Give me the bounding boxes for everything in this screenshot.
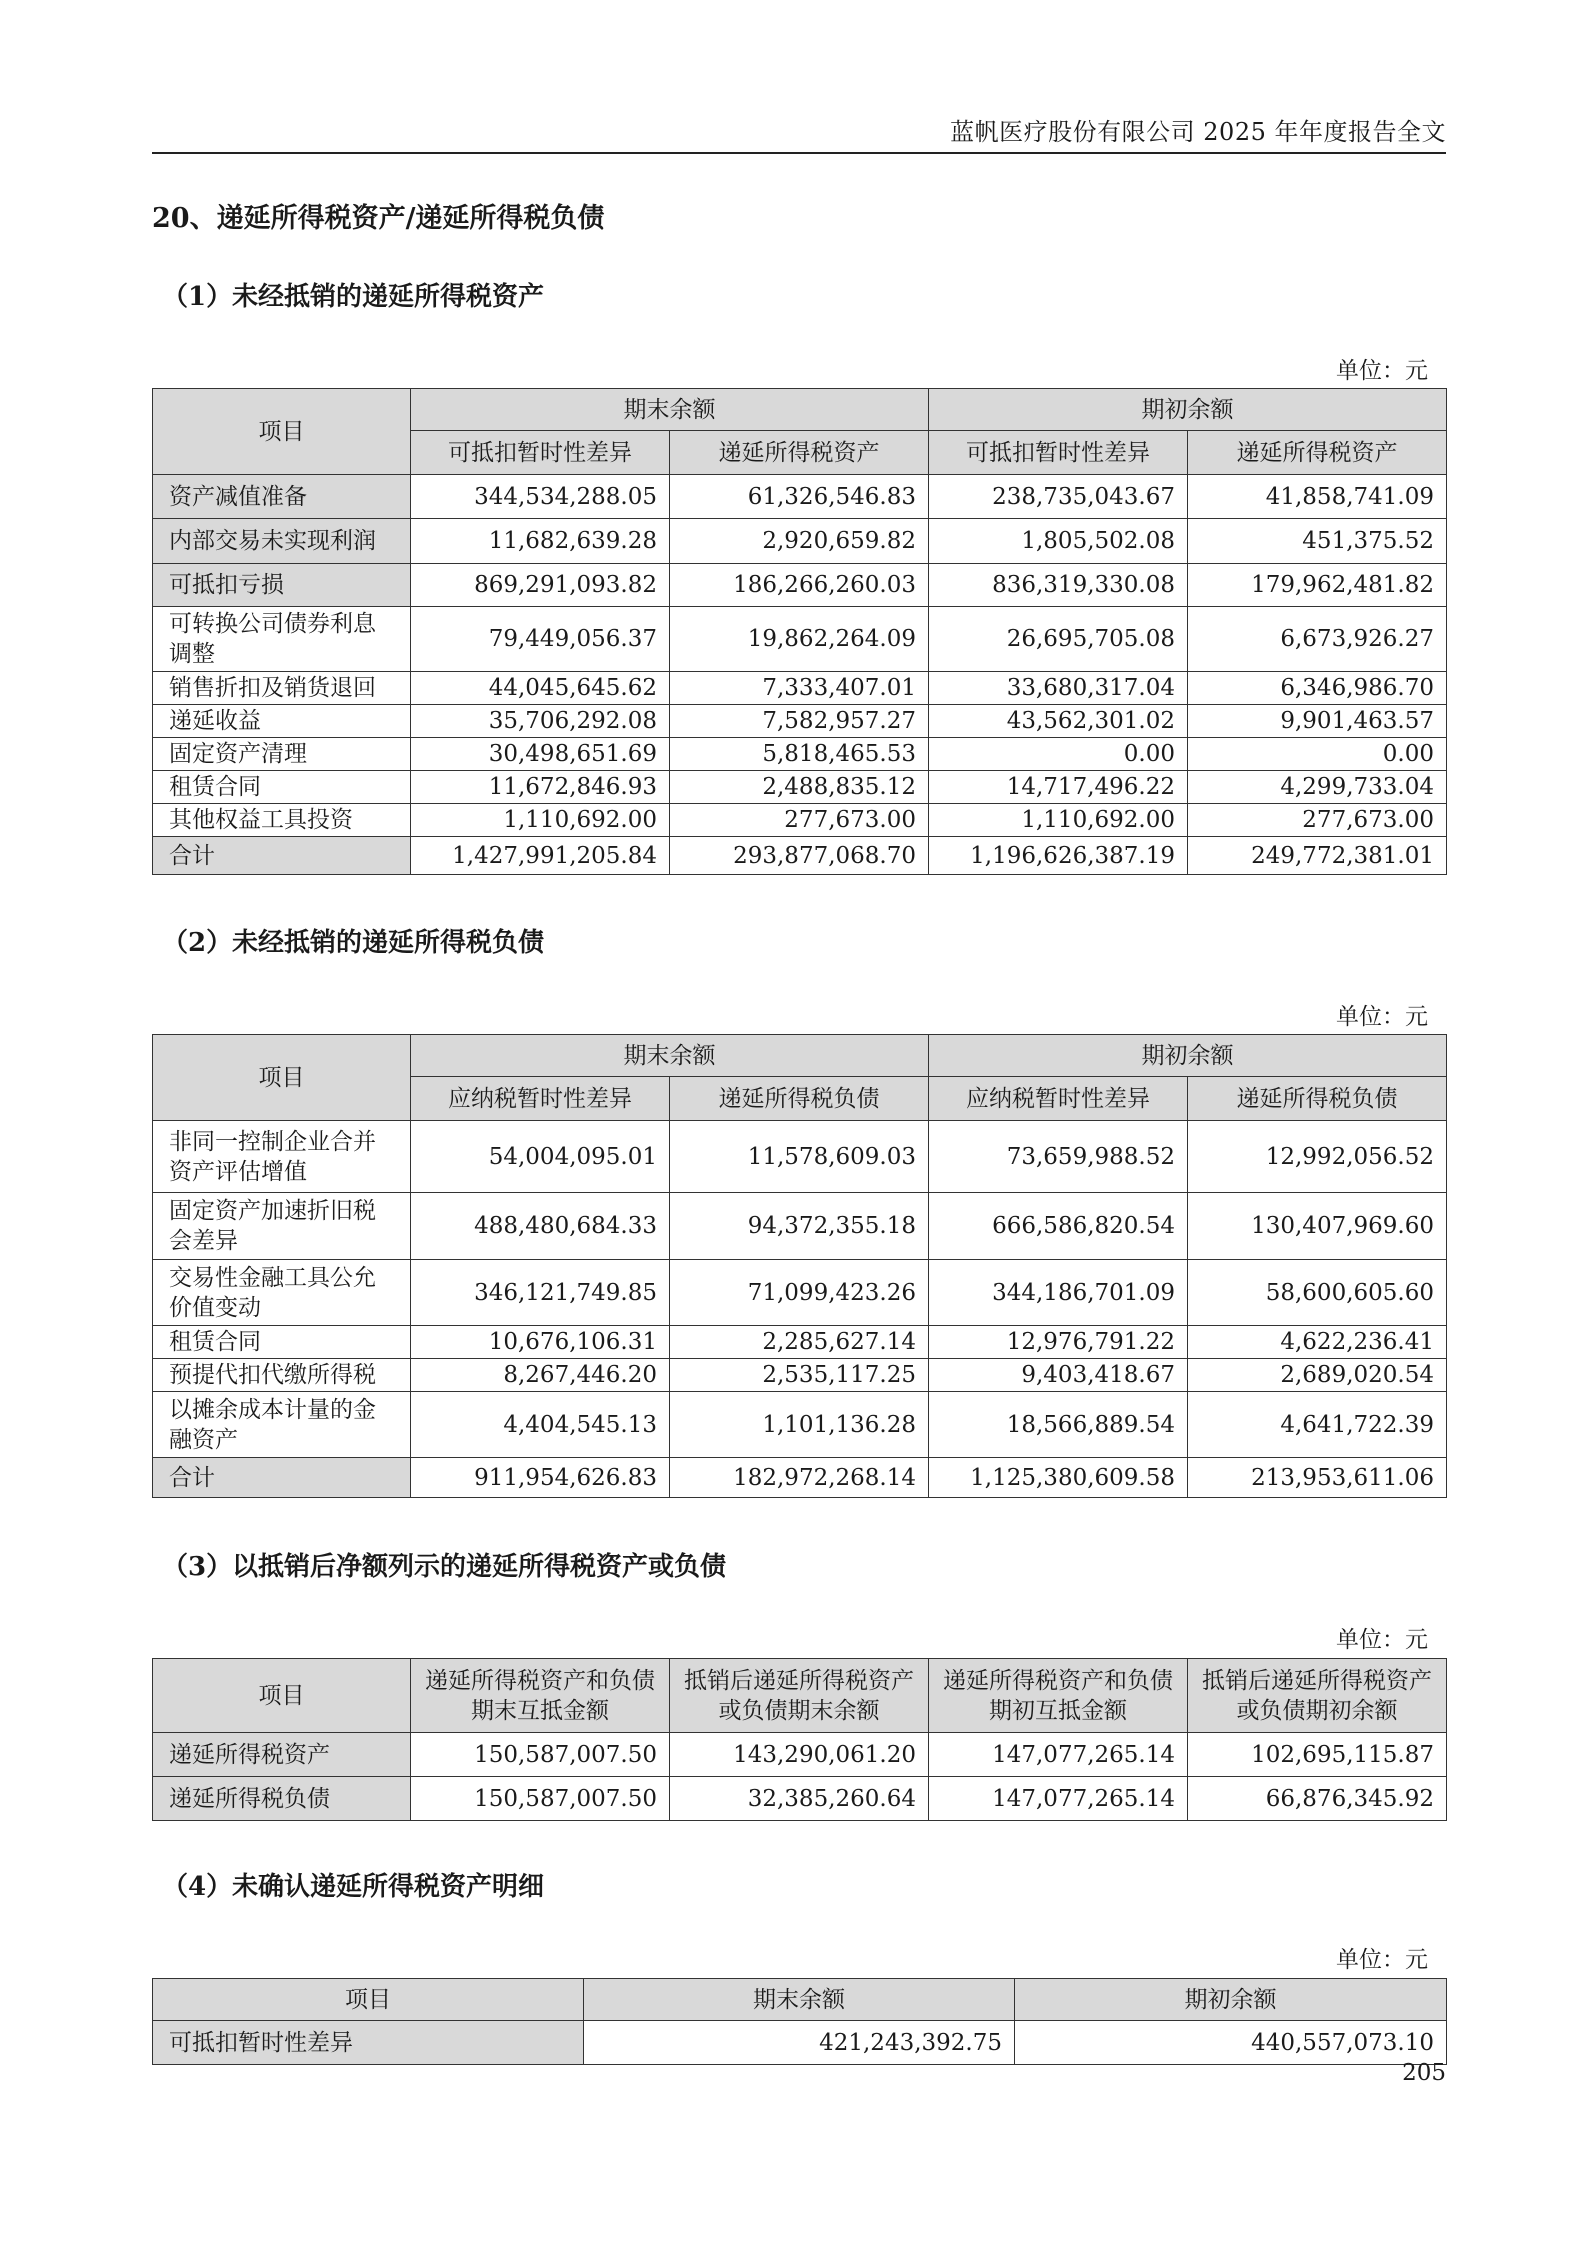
cell-value: 12,976,791.22 — [929, 1326, 1188, 1359]
page-number: 205 — [1402, 2060, 1446, 2086]
row-label: 合计 — [153, 1458, 411, 1498]
cell-value: 1,427,991,205.84 — [411, 837, 670, 875]
cell-value: 4,299,733.04 — [1188, 771, 1447, 804]
cell-value: 11,682,639.28 — [411, 519, 670, 564]
cell-value: 94,372,355.18 — [670, 1193, 929, 1260]
cell-value: 1,125,380,609.58 — [929, 1458, 1188, 1498]
table-row — [153, 705, 1447, 738]
header-col4: 递延所得税资产 — [1188, 431, 1447, 475]
header-period-end: 期末余额 — [584, 1979, 1015, 2021]
row-label: 预提代扣代缴所得税 — [153, 1359, 411, 1392]
cell-value: 4,404,545.13 — [411, 1392, 670, 1458]
cell-value: 150,587,007.50 — [411, 1777, 670, 1821]
cell-value: 26,695,705.08 — [929, 607, 1188, 672]
row-label: 其他权益工具投资 — [153, 804, 411, 837]
table2-unit: 单位：元 — [1336, 1004, 1428, 1030]
cell-value: 7,333,407.01 — [670, 672, 929, 705]
table-row — [153, 1260, 1447, 1326]
row-label: 租赁合同 — [153, 1326, 411, 1359]
cell-value: 2,488,835.12 — [670, 771, 929, 804]
cell-value: 19,862,264.09 — [670, 607, 929, 672]
cell-value: 277,673.00 — [1188, 804, 1447, 837]
table-row — [153, 1733, 1447, 1777]
deferred-tax-liabilities-table — [152, 1034, 1447, 1498]
cell-value: 18,566,889.54 — [929, 1392, 1188, 1458]
table3-unit: 单位：元 — [1336, 1627, 1428, 1653]
header-col2: 抵销后递延所得税资产或负债期末余额 — [670, 1659, 929, 1733]
cell-value: 0.00 — [1188, 738, 1447, 771]
row-label: 资产减值准备 — [153, 475, 411, 519]
cell-value: 11,578,609.03 — [670, 1121, 929, 1193]
table-row — [153, 1326, 1447, 1359]
table-row — [153, 1392, 1447, 1458]
cell-value: 344,186,701.09 — [929, 1260, 1188, 1326]
cell-value: 9,901,463.57 — [1188, 705, 1447, 738]
header-col4: 递延所得税负债 — [1188, 1077, 1447, 1121]
net-deferred-tax-table — [152, 1658, 1447, 1821]
cell-value: 73,659,988.52 — [929, 1121, 1188, 1193]
header-period-end: 期末余额 — [411, 1035, 929, 1077]
cell-value: 346,121,749.85 — [411, 1260, 670, 1326]
row-label: 固定资产加速折旧税会差异 — [153, 1193, 411, 1260]
table-row — [153, 771, 1447, 804]
cell-value: 41,858,741.09 — [1188, 475, 1447, 519]
cell-value: 4,641,722.39 — [1188, 1392, 1447, 1458]
cell-value: 54,004,095.01 — [411, 1121, 670, 1193]
cell-value: 182,972,268.14 — [670, 1458, 929, 1498]
table-row — [153, 738, 1447, 771]
header-col2: 递延所得税资产 — [670, 431, 929, 475]
cell-value: 30,498,651.69 — [411, 738, 670, 771]
cell-value: 43,562,301.02 — [929, 705, 1188, 738]
row-label: 递延收益 — [153, 705, 411, 738]
cell-value: 71,099,423.26 — [670, 1260, 929, 1326]
row-label: 合计 — [153, 837, 411, 875]
header-item: 项目 — [153, 1035, 411, 1121]
table-row — [153, 564, 1447, 607]
cell-value: 869,291,093.82 — [411, 564, 670, 607]
header-period-end: 期末余额 — [411, 389, 929, 431]
table-row — [153, 1359, 1447, 1392]
table4-title-text: 未确认递延所得税资产明细 — [232, 1872, 545, 1902]
cell-value: 66,876,345.92 — [1188, 1777, 1447, 1821]
table4-title-number: （4） — [162, 1872, 233, 1902]
row-label: 递延所得税负债 — [153, 1777, 411, 1821]
header-col3: 可抵扣暂时性差异 — [929, 431, 1188, 475]
cell-value: 79,449,056.37 — [411, 607, 670, 672]
table2-title-text: 未经抵销的递延所得税负债 — [232, 928, 545, 958]
table3-title-number: （3） — [162, 1552, 233, 1582]
header-col4: 抵销后递延所得税资产或负债期初余额 — [1188, 1659, 1447, 1733]
cell-value: 440,557,073.10 — [1015, 2021, 1447, 2065]
section-title: 20、递延所得税资产/递延所得税负债 — [152, 203, 605, 234]
cell-value: 61,326,546.83 — [670, 475, 929, 519]
cell-value: 7,582,957.27 — [670, 705, 929, 738]
table-row — [153, 519, 1447, 564]
cell-value: 33,680,317.04 — [929, 672, 1188, 705]
header-col1: 可抵扣暂时性差异 — [411, 431, 670, 475]
cell-value: 238,735,043.67 — [929, 475, 1188, 519]
header-period-begin: 期初余额 — [929, 389, 1447, 431]
cell-value: 488,480,684.33 — [411, 1193, 670, 1260]
cell-value: 1,110,692.00 — [929, 804, 1188, 837]
cell-value: 12,992,056.52 — [1188, 1121, 1447, 1193]
header-item: 项目 — [153, 1979, 584, 2021]
cell-value: 8,267,446.20 — [411, 1359, 670, 1392]
cell-value: 2,920,659.82 — [670, 519, 929, 564]
cell-value: 2,535,117.25 — [670, 1359, 929, 1392]
cell-value: 35,706,292.08 — [411, 705, 670, 738]
table3-title — [162, 1546, 726, 1583]
row-label: 以摊余成本计量的金融资产 — [153, 1392, 411, 1458]
cell-value: 421,243,392.75 — [584, 2021, 1015, 2065]
header-col1: 递延所得税资产和负债期末互抵金额 — [411, 1659, 670, 1733]
table4-unit: 单位：元 — [1336, 1947, 1428, 1973]
row-label: 内部交易未实现利润 — [153, 519, 411, 564]
header-divider — [152, 152, 1446, 154]
cell-value: 836,319,330.08 — [929, 564, 1188, 607]
cell-value: 6,346,986.70 — [1188, 672, 1447, 705]
row-label: 销售折扣及销货退回 — [153, 672, 411, 705]
header-col3: 递延所得税资产和负债期初互抵金额 — [929, 1659, 1188, 1733]
cell-value: 147,077,265.14 — [929, 1777, 1188, 1821]
header-item: 项目 — [153, 389, 411, 475]
cell-value: 1,101,136.28 — [670, 1392, 929, 1458]
cell-value: 451,375.52 — [1188, 519, 1447, 564]
table2-title-number: （2） — [162, 928, 233, 958]
cell-value: 1,805,502.08 — [929, 519, 1188, 564]
report-header-title: 蓝帆医疗股份有限公司 2025 年年度报告全文 — [950, 118, 1446, 146]
table-row — [153, 1193, 1447, 1260]
header-col3: 应纳税暂时性差异 — [929, 1077, 1188, 1121]
cell-value: 14,717,496.22 — [929, 771, 1188, 804]
cell-value: 249,772,381.01 — [1188, 837, 1447, 875]
cell-value: 5,818,465.53 — [670, 738, 929, 771]
total-row — [153, 837, 1447, 875]
cell-value: 58,600,605.60 — [1188, 1260, 1447, 1326]
table-row — [153, 475, 1447, 519]
cell-value: 11,672,846.93 — [411, 771, 670, 804]
cell-value: 0.00 — [929, 738, 1188, 771]
row-label: 递延所得税资产 — [153, 1733, 411, 1777]
row-label: 固定资产清理 — [153, 738, 411, 771]
row-label: 可抵扣亏损 — [153, 564, 411, 607]
cell-value: 213,953,611.06 — [1188, 1458, 1447, 1498]
header-col2: 递延所得税负债 — [670, 1077, 929, 1121]
header-col1: 应纳税暂时性差异 — [411, 1077, 670, 1121]
cell-value: 277,673.00 — [670, 804, 929, 837]
cell-value: 9,403,418.67 — [929, 1359, 1188, 1392]
row-label: 交易性金融工具公允价值变动 — [153, 1260, 411, 1326]
table2-title — [162, 922, 544, 959]
row-label: 租赁合同 — [153, 771, 411, 804]
header-period-begin: 期初余额 — [929, 1035, 1447, 1077]
table1-title — [162, 276, 544, 313]
total-row — [153, 1458, 1447, 1498]
table4-title — [162, 1866, 544, 1903]
cell-value: 344,534,288.05 — [411, 475, 670, 519]
cell-value: 10,676,106.31 — [411, 1326, 670, 1359]
table-row — [153, 672, 1447, 705]
cell-value: 179,962,481.82 — [1188, 564, 1447, 607]
cell-value: 4,622,236.41 — [1188, 1326, 1447, 1359]
cell-value: 293,877,068.70 — [670, 837, 929, 875]
cell-value: 1,196,626,387.19 — [929, 837, 1188, 875]
cell-value: 130,407,969.60 — [1188, 1193, 1447, 1260]
cell-value: 186,266,260.03 — [670, 564, 929, 607]
table-row — [153, 607, 1447, 672]
cell-value: 2,689,020.54 — [1188, 1359, 1447, 1392]
table-row — [153, 1777, 1447, 1821]
cell-value: 44,045,645.62 — [411, 672, 670, 705]
table-row — [153, 2021, 1447, 2065]
table3-title-text: 以抵销后净额列示的递延所得税资产或负债 — [232, 1552, 727, 1582]
cell-value: 6,673,926.27 — [1188, 607, 1447, 672]
row-label: 可抵扣暂时性差异 — [153, 2021, 584, 2065]
cell-value: 1,110,692.00 — [411, 804, 670, 837]
cell-value: 143,290,061.20 — [670, 1733, 929, 1777]
cell-value: 2,285,627.14 — [670, 1326, 929, 1359]
cell-value: 666,586,820.54 — [929, 1193, 1188, 1260]
header-item: 项目 — [153, 1659, 411, 1733]
cell-value: 911,954,626.83 — [411, 1458, 670, 1498]
cell-value: 32,385,260.64 — [670, 1777, 929, 1821]
table-row — [153, 804, 1447, 837]
table1-title-number: （1） — [162, 282, 233, 312]
header-period-begin: 期初余额 — [1015, 1979, 1447, 2021]
table1-unit: 单位：元 — [1336, 358, 1428, 384]
cell-value: 102,695,115.87 — [1188, 1733, 1447, 1777]
cell-value: 150,587,007.50 — [411, 1733, 670, 1777]
table1-title-text: 未经抵销的递延所得税资产 — [232, 282, 545, 312]
row-label: 非同一控制企业合并资产评估增值 — [153, 1121, 411, 1193]
deferred-tax-assets-table — [152, 388, 1447, 875]
row-label: 可转换公司债券利息调整 — [153, 607, 411, 672]
cell-value: 147,077,265.14 — [929, 1733, 1188, 1777]
table-row — [153, 1121, 1447, 1193]
unrecognized-deferred-tax-table — [152, 1978, 1447, 2065]
